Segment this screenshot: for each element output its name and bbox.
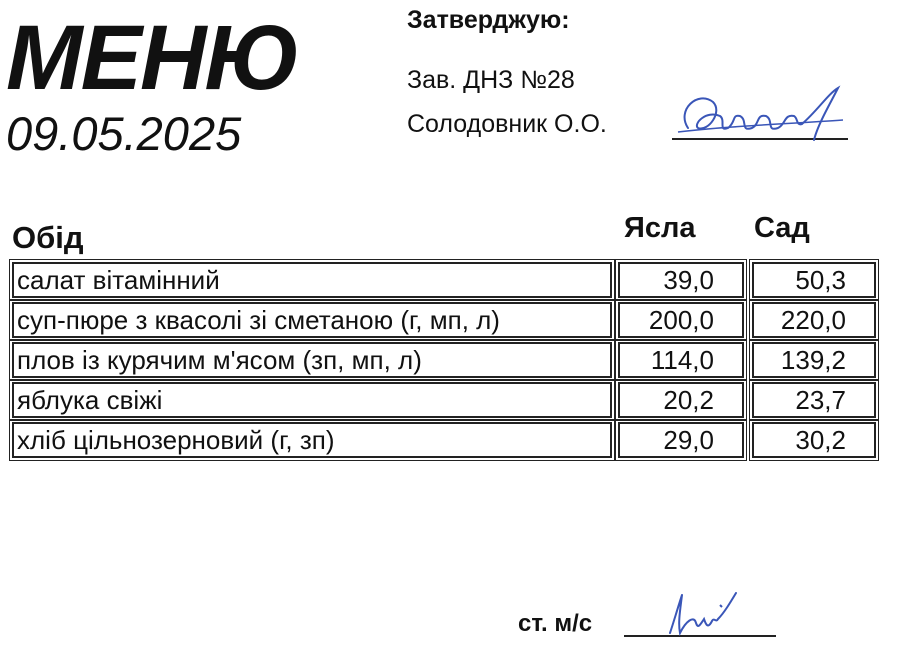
nurse-signature bbox=[650, 585, 750, 640]
nursery-portion: 29,0 bbox=[618, 422, 744, 458]
menu-date: 09.05.2025 bbox=[6, 107, 242, 160]
approver-position: Зав. ДНЗ №28 bbox=[407, 66, 575, 94]
dish-name: суп-пюре з квасолі зі сметаною (г, мп, л) bbox=[12, 302, 612, 338]
nursery-portion: 39,0 bbox=[618, 262, 744, 298]
kindergarten-portion: 23,7 bbox=[752, 382, 876, 418]
dish-name: плов із курячим м'ясом (зп, мп, л) bbox=[12, 342, 612, 378]
approver-name: Солодовник О.О. bbox=[407, 110, 607, 138]
kindergarten-portion: 220,0 bbox=[752, 302, 876, 338]
nursery-portion: 20,2 bbox=[618, 382, 744, 418]
kindergarten-portion: 30,2 bbox=[752, 422, 876, 458]
nursery-portion: 114,0 bbox=[618, 342, 744, 378]
section-heading-lunch: Обід bbox=[12, 220, 84, 255]
approver-signature bbox=[668, 80, 848, 150]
senior-nurse-label: ст. м/с bbox=[518, 610, 593, 637]
menu-title: МЕНЮ bbox=[6, 7, 299, 109]
kindergarten-portion: 50,3 bbox=[752, 262, 876, 298]
dish-name: салат вітамінний bbox=[12, 262, 612, 298]
column-heading-kindergarten: Сад bbox=[754, 212, 810, 244]
column-heading-nursery: Ясла bbox=[624, 212, 696, 244]
dish-name: яблука свіжі bbox=[12, 382, 612, 418]
approval-label: Затверджую: bbox=[407, 6, 570, 34]
dish-name: хліб цільнозерновий (г, зп) bbox=[12, 422, 612, 458]
kindergarten-portion: 139,2 bbox=[752, 342, 876, 378]
nursery-portion: 200,0 bbox=[618, 302, 744, 338]
